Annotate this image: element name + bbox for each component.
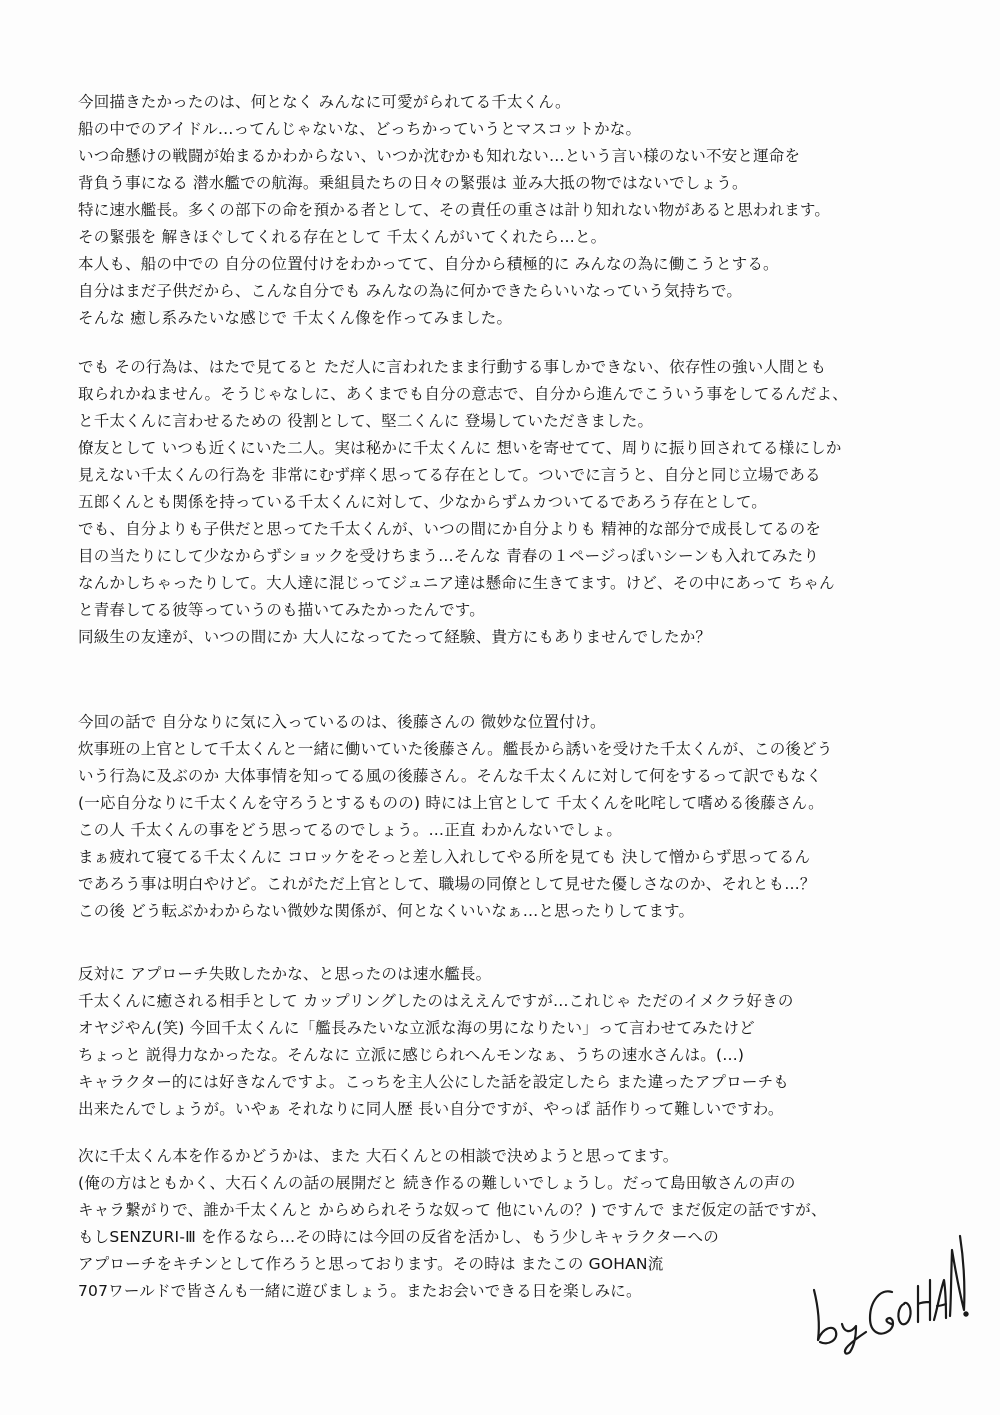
text-line: 見えない千太くんの行為を 非常にむず痒く思ってる存在として。ついでに言うと、自分と同じ立場である bbox=[78, 466, 821, 484]
text-line: 本人も、船の中での 自分の位置付けをわかってて、自分から積極的に みんなの為に働こうとする。 bbox=[78, 255, 779, 273]
text-line: 自分はまだ子供だから、こんな自分でも みんなの為に何かできたらいいなっていう気持ちで。 bbox=[78, 282, 743, 300]
text-line: そんな 癒し系みたいな感じで 千太くん像を作ってみました。 bbox=[78, 309, 513, 327]
text-line: 出来たんでしょうが。いやぁ それなりに同人歴 長い自分ですが、やっぱ 話作りって難しいですわ。 bbox=[78, 1100, 784, 1118]
text-line: 背負う事になる 潜水艦での航海。乗組員たちの日々の緊張は 並み大抵の物ではないでしょう。 bbox=[78, 174, 748, 192]
text-line: と千太くんに言わせるための 役割として、堅二くんに 登場していただきました。 bbox=[78, 412, 654, 430]
text-line: この後 どう転ぶかわからない微妙な関係が、何となくいいなぁ…と思ったりしてます。 bbox=[78, 902, 695, 920]
paragraph-goto bbox=[78, 709, 938, 925]
text-line: キャラクター的には好きなんですよ。こっちを主人公にした話を設定したら また違ったアプローチも bbox=[78, 1073, 790, 1091]
text-line: その緊張を 解きほぐしてくれる存在として 千太くんがいてくれたら…と。 bbox=[78, 228, 607, 246]
text-line: いつ命懸けの戦闘が始まるかわからない、いつか沈むかも知れない…という言い様のない不安と運命を bbox=[78, 147, 801, 165]
text-line: なんかしちゃったりして。大人達に混じってジュニア達は懸命に生きてます。けど、その中にあって ちゃん bbox=[78, 574, 835, 592]
text-line: (一応自分なりに千太くんを守ろうとするものの) 時には上官として 千太くんを叱咤して嗜める後藤さん。 bbox=[78, 794, 824, 812]
text-line: いう行為に及ぶのか 大体事情を知ってる風の後藤さん。そんな千太くんに対して何をするって訳でもなく bbox=[78, 767, 822, 785]
handwritten-signature bbox=[800, 1228, 970, 1358]
text-line: 特に速水艦長。多くの部下の命を預かる者として、その責任の重さは計り知れない物があると思われます。 bbox=[78, 201, 831, 219]
text-line: オヤジやん(笑) 今回千太くんに「艦長みたいな立派な海の男になりたい」って言わせてみたけど bbox=[78, 1019, 755, 1037]
paragraph-kenji bbox=[78, 354, 938, 651]
text-line: 707ワールドで皆さんも一緒に遊びましょう。またお会いできる日を楽しみに。 bbox=[78, 1282, 642, 1300]
text-line: まぁ疲れて寝てる千太くんに コロッケをそっと差し入れしてやる所を見ても 決して憎からず思ってるん bbox=[78, 848, 811, 866]
text-line: 次に千太くん本を作るかどうかは、また 大石くんとの相談で決めようと思ってます。 bbox=[78, 1147, 679, 1165]
text-line: 僚友として いつも近くにいた二人。実は秘かに千太くんに 想いを寄せてて、周りに振り回されてる様にしか bbox=[78, 439, 842, 457]
paragraph-hayami bbox=[78, 961, 938, 1123]
text-line: 船の中でのアイドル…ってんじゃないな、どっちかっていうとマスコットかな。 bbox=[78, 120, 642, 138]
text-line: 今回描きたかったのは、何となく みんなに可愛がられてる千太くん。 bbox=[78, 93, 571, 111]
text-line: 千太くんに癒される相手として カップリングしたのはええんですが…これじゃ ただのイメクラ好きの bbox=[78, 992, 794, 1010]
text-line: 炊事班の上官として千太くんと一緒に働いていた後藤さん。艦長から誘いを受けた千太くんが、この後どう bbox=[78, 740, 833, 758]
text-line: もしSENZURI-Ⅲ を作るなら…その時には今回の反省を活かし、もう少しキャラクターへの bbox=[78, 1228, 719, 1246]
text-line: であろう事は明白やけど。これがただ上官として、職場の同僚として見せた優しさなのか、それとも…？ bbox=[78, 875, 816, 893]
text-line: ちょっと 説得力なかったな。そんなに 立派に感じられへんモンなぁ、うちの速水さんは。(…) bbox=[78, 1046, 745, 1064]
text-line: でも、自分よりも子供だと思ってた千太くんが、いつの間にか自分よりも 精神的な部分で成長してるのを bbox=[78, 520, 822, 538]
text-line: アプローチをキチンとして作ろうと思っております。その時は またこの GOHAN流 bbox=[78, 1255, 664, 1273]
text-line: 同級生の友達が、いつの間にか 大人になってたって経験、貴方にもありませんでしたか？ bbox=[78, 628, 712, 646]
text-line: (俺の方はともかく、大石くんの話の展開だと 続き作るの難しいでしょうし。だって島田敏さんの声の bbox=[78, 1174, 796, 1192]
text-line: 今回の話で 自分なりに気に入っているのは、後藤さんの 微妙な位置付け。 bbox=[78, 713, 606, 731]
text-line: 五郎くんとも関係を持っている千太くんに対して、少なからずムカついてるであろう存在として。 bbox=[78, 493, 767, 511]
text-line: と青春してる彼等っていうのも描いてみたかったんです。 bbox=[78, 601, 485, 619]
paragraph-intro bbox=[78, 89, 938, 332]
text-line: 目の当たりにして少なからずショックを受けちまう…そんな 青春の１ページっぽいシーンも入れてみたり bbox=[78, 547, 820, 565]
text-line: 反対に アプローチ失敗したかな、と思ったのは速水艦長。 bbox=[78, 965, 492, 983]
text-line: でも その行為は、はたで見てると ただ人に言われたまま行動する事しかできない、依存性の強い人間とも bbox=[78, 358, 827, 376]
text-line: キャラ繋がりで、誰か千太くんと からめられそうな奴って 他にいんの？) ですんで まだ仮定の話ですが、 bbox=[78, 1201, 827, 1219]
text-line: この人 千太くんの事をどう思ってるのでしょう。…正直 わかんないでしょ。 bbox=[78, 821, 623, 839]
text-line: 取られかねません。そうじゃなしに、あくまでも自分の意志で、自分から進んでこういう事をしてるんだよ、 bbox=[78, 385, 848, 403]
